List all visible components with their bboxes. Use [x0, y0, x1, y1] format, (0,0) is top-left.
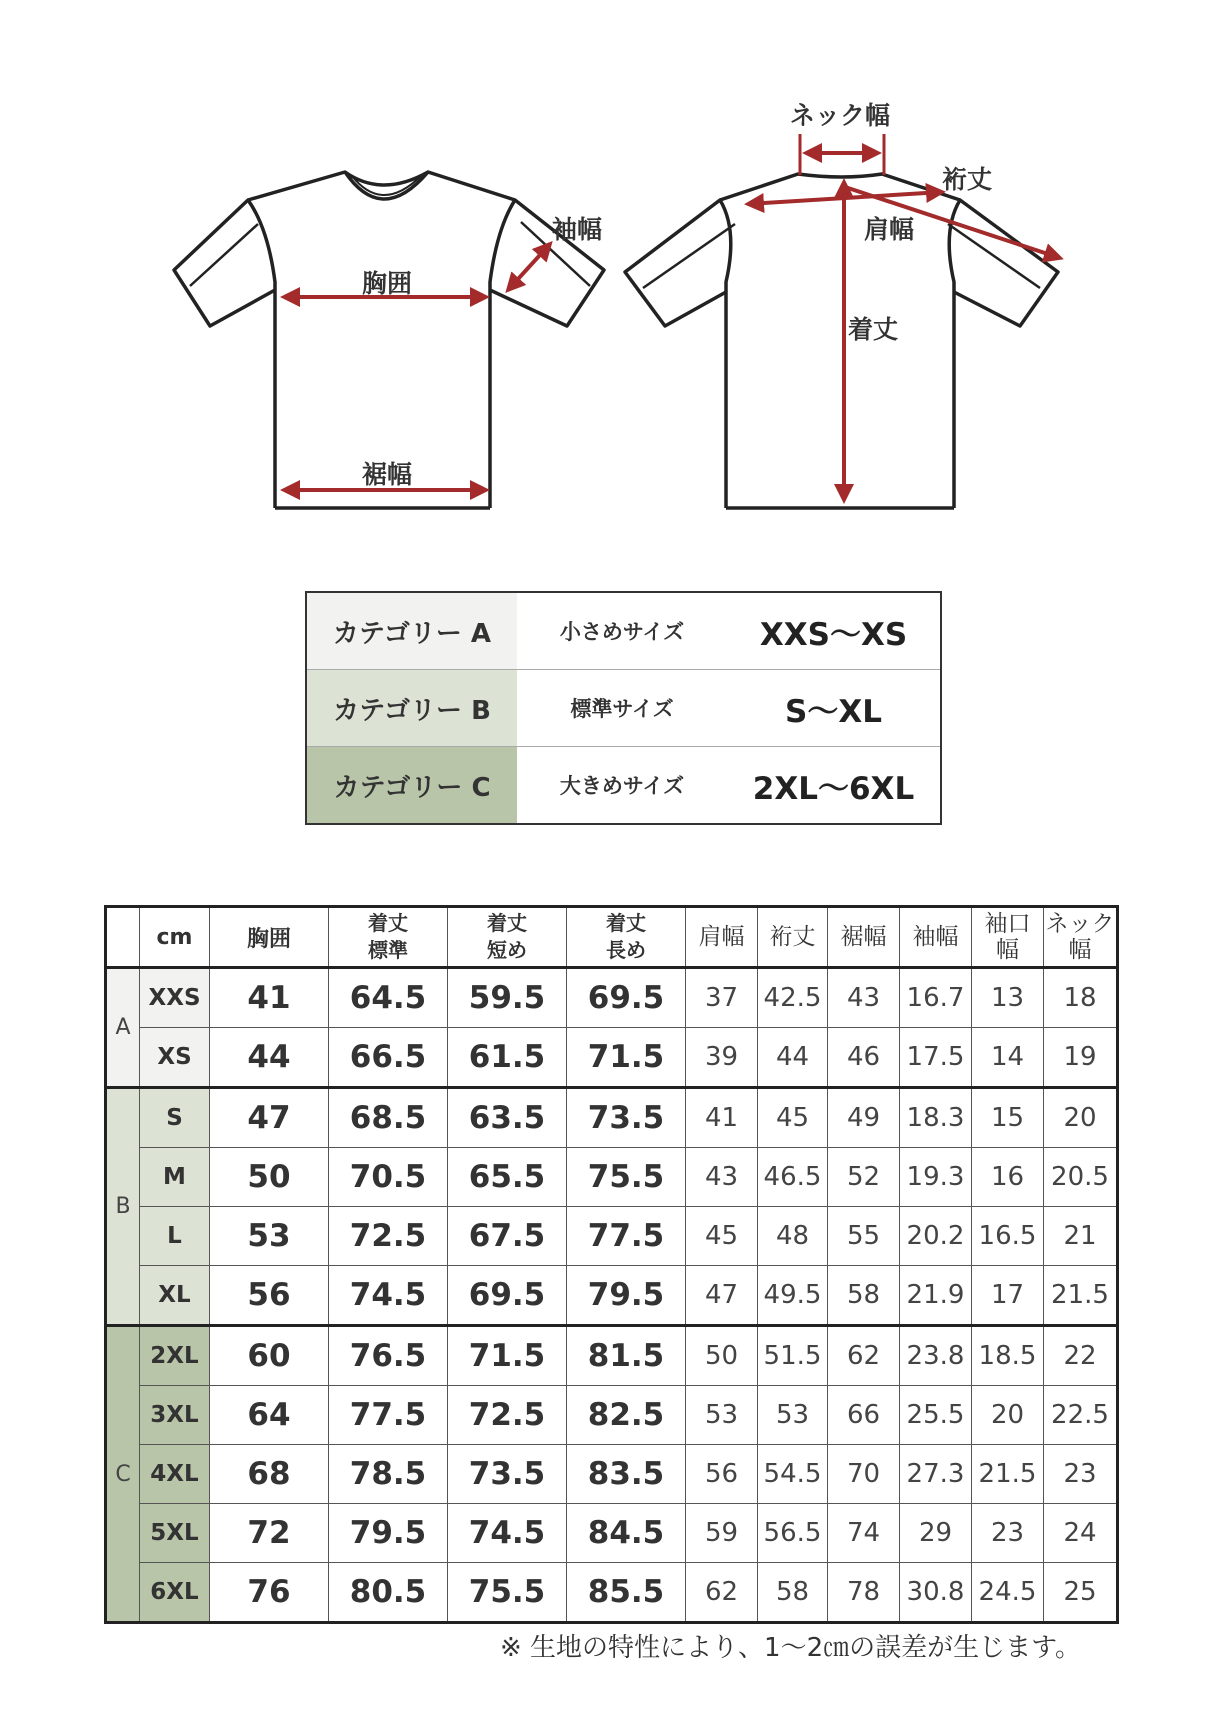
table-cell: 41	[210, 968, 329, 1028]
table-cell: 30.8	[900, 1563, 972, 1623]
table-cell: 64.5	[329, 968, 448, 1028]
size-label: L	[140, 1207, 210, 1266]
label-yuki: 裄丈	[942, 165, 993, 194]
table-cell: 20	[972, 1386, 1044, 1445]
category-desc: 小さめサイズ	[517, 592, 727, 670]
category-table	[305, 591, 942, 825]
table-cell: 44	[210, 1028, 329, 1088]
category-row-a	[306, 592, 941, 670]
table-cell: 77.5	[567, 1207, 686, 1266]
header-line: 袖口	[984, 911, 1031, 937]
table-row	[106, 1326, 1118, 1386]
footnote: ※ 生地の特性により、1〜2㎝の誤差が生じます。	[500, 1633, 1082, 1663]
table-cell: 73.5	[448, 1445, 567, 1504]
table-cell: 67.5	[448, 1207, 567, 1266]
header-hem: 裾幅	[828, 907, 900, 968]
size-table-body	[106, 968, 1118, 1623]
header-line: ネック	[1045, 911, 1115, 937]
header-line: 着丈	[487, 911, 527, 935]
size-label: 4XL	[140, 1445, 210, 1504]
table-cell: 48	[758, 1207, 828, 1266]
table-cell: 78.5	[329, 1445, 448, 1504]
table-cell: 21	[1044, 1207, 1118, 1266]
category-name: カテゴリー A	[306, 592, 517, 670]
table-cell: 83.5	[567, 1445, 686, 1504]
header-line: 標準	[368, 938, 408, 962]
table-cell: 74	[828, 1504, 900, 1563]
category-name: カテゴリー B	[306, 670, 517, 747]
header-line: 着丈	[606, 911, 646, 935]
table-cell: 49.5	[758, 1266, 828, 1326]
table-cell: 46	[828, 1028, 900, 1088]
table-row	[106, 1504, 1118, 1563]
table-cell: 66.5	[329, 1028, 448, 1088]
table-cell: 16.5	[972, 1207, 1044, 1266]
table-cell: 66	[828, 1386, 900, 1445]
category-row-c	[306, 747, 941, 825]
table-row	[106, 1028, 1118, 1088]
table-cell: 60	[210, 1326, 329, 1386]
table-cell: 56.5	[758, 1504, 828, 1563]
table-cell: 45	[758, 1088, 828, 1148]
table-cell: 52	[828, 1148, 900, 1207]
table-cell: 75.5	[567, 1148, 686, 1207]
table-cell: 68	[210, 1445, 329, 1504]
header-line: 幅	[996, 937, 1019, 963]
table-cell: 22.5	[1044, 1386, 1118, 1445]
table-cell: 81.5	[567, 1326, 686, 1386]
table-row	[106, 1386, 1118, 1445]
table-cell: 18.3	[900, 1088, 972, 1148]
label-hem: 裾幅	[362, 460, 413, 489]
table-cell: 79.5	[567, 1266, 686, 1326]
header-chest: 胸囲	[210, 907, 329, 968]
header-line: 長め	[606, 938, 646, 962]
size-label: 2XL	[140, 1326, 210, 1386]
table-cell: 21.5	[972, 1445, 1044, 1504]
group-label: B	[106, 1088, 140, 1326]
table-cell: 62	[686, 1563, 758, 1623]
table-cell: 64	[210, 1386, 329, 1445]
table-cell: 82.5	[567, 1386, 686, 1445]
table-cell: 51.5	[758, 1326, 828, 1386]
table-cell: 50	[686, 1326, 758, 1386]
table-cell: 25	[1044, 1563, 1118, 1623]
group-label: A	[106, 968, 140, 1088]
table-cell: 25.5	[900, 1386, 972, 1445]
category-range: 2XL〜6XL	[752, 770, 915, 807]
size-label: 3XL	[140, 1386, 210, 1445]
table-cell: 43	[686, 1148, 758, 1207]
header-sleeve: 袖幅	[900, 907, 972, 968]
table-cell: 16	[972, 1148, 1044, 1207]
table-cell: 53	[210, 1207, 329, 1266]
table-cell: 46.5	[758, 1148, 828, 1207]
header-line: 短め	[487, 938, 527, 962]
table-cell: 49	[828, 1088, 900, 1148]
table-cell: 74.5	[329, 1266, 448, 1326]
table-cell: 16.7	[900, 968, 972, 1028]
table-cell: 21.5	[1044, 1266, 1118, 1326]
back-shirt	[625, 174, 1058, 508]
table-cell: 68.5	[329, 1088, 448, 1148]
table-cell: 22	[1044, 1326, 1118, 1386]
label-sleeve-width: 袖幅	[552, 215, 603, 244]
header-line: 着丈	[368, 911, 408, 935]
table-row	[106, 1148, 1118, 1207]
category-name: カテゴリー C	[306, 747, 517, 825]
table-cell: 15	[972, 1088, 1044, 1148]
table-cell: 54.5	[758, 1445, 828, 1504]
table-cell: 79.5	[329, 1504, 448, 1563]
table-cell: 85.5	[567, 1563, 686, 1623]
table-cell: 73.5	[567, 1088, 686, 1148]
table-cell: 44	[758, 1028, 828, 1088]
size-label: S	[140, 1088, 210, 1148]
table-cell: 69.5	[448, 1266, 567, 1326]
table-cell: 23.8	[900, 1326, 972, 1386]
table-cell: 70	[828, 1445, 900, 1504]
table-cell: 71.5	[567, 1028, 686, 1088]
table-cell: 19	[1044, 1028, 1118, 1088]
label-shoulder: 肩幅	[864, 215, 915, 244]
size-label: XS	[140, 1028, 210, 1088]
table-row	[106, 1207, 1118, 1266]
table-cell: 20.5	[1044, 1148, 1118, 1207]
table-cell: 61.5	[448, 1028, 567, 1088]
table-cell: 29	[900, 1504, 972, 1563]
measurement-diagram	[0, 0, 1224, 540]
size-label: M	[140, 1148, 210, 1207]
category-desc: 標準サイズ	[517, 670, 727, 747]
size-label: XXS	[140, 968, 210, 1028]
table-cell: 53	[686, 1386, 758, 1445]
size-label: 5XL	[140, 1504, 210, 1563]
table-cell: 65.5	[448, 1148, 567, 1207]
table-cell: 75.5	[448, 1563, 567, 1623]
table-cell: 23	[1044, 1445, 1118, 1504]
table-row	[106, 1266, 1118, 1326]
table-cell: 20	[1044, 1088, 1118, 1148]
table-cell: 47	[210, 1088, 329, 1148]
table-cell: 37	[686, 968, 758, 1028]
table-cell: 55	[828, 1207, 900, 1266]
size-label: XL	[140, 1266, 210, 1326]
header-empty	[106, 907, 140, 968]
table-cell: 58	[828, 1266, 900, 1326]
table-cell: 69.5	[567, 968, 686, 1028]
table-row	[106, 1445, 1118, 1504]
table-cell: 23	[972, 1504, 1044, 1563]
group-label: C	[106, 1326, 140, 1623]
table-cell: 72.5	[448, 1386, 567, 1445]
category-desc: 大きめサイズ	[559, 774, 685, 798]
header-shoulder: 肩幅	[686, 907, 758, 968]
table-cell: 59	[686, 1504, 758, 1563]
size-label: 6XL	[140, 1563, 210, 1623]
header-neck	[1044, 907, 1118, 968]
table-cell: 17	[972, 1266, 1044, 1326]
tshirt-illustration	[0, 0, 1224, 540]
table-row	[106, 1088, 1118, 1148]
table-cell: 39	[686, 1028, 758, 1088]
table-cell: 53	[758, 1386, 828, 1445]
table-cell: 50	[210, 1148, 329, 1207]
table-cell: 18	[1044, 968, 1118, 1028]
table-cell: 42.5	[758, 968, 828, 1028]
category-range: XXS〜XS	[727, 592, 941, 670]
table-cell: 59.5	[448, 968, 567, 1028]
header-unit: cm	[140, 907, 210, 968]
table-cell: 76	[210, 1563, 329, 1623]
table-cell: 56	[210, 1266, 329, 1326]
label-neck-width: ネック幅	[790, 101, 891, 130]
table-cell: 21.9	[900, 1266, 972, 1326]
table-cell: 70.5	[329, 1148, 448, 1207]
table-cell: 74.5	[448, 1504, 567, 1563]
label-length: 着丈	[848, 315, 899, 344]
table-cell: 78	[828, 1563, 900, 1623]
table-row	[106, 1563, 1118, 1623]
table-cell: 18.5	[972, 1326, 1044, 1386]
table-cell: 41	[686, 1088, 758, 1148]
table-cell: 14	[972, 1028, 1044, 1088]
table-cell: 45	[686, 1207, 758, 1266]
table-cell: 63.5	[448, 1088, 567, 1148]
table-cell: 24	[1044, 1504, 1118, 1563]
table-cell: 77.5	[329, 1386, 448, 1445]
header-cuff	[972, 907, 1044, 968]
table-cell: 72.5	[329, 1207, 448, 1266]
header-line: 幅	[1068, 937, 1092, 963]
size-table	[104, 905, 1119, 1624]
table-cell: 13	[972, 968, 1044, 1028]
header-length-standard	[329, 907, 448, 968]
header-yuki: 裄丈	[758, 907, 828, 968]
table-cell: 27.3	[900, 1445, 972, 1504]
table-cell: 71.5	[448, 1326, 567, 1386]
table-cell: 62	[828, 1326, 900, 1386]
table-cell: 47	[686, 1266, 758, 1326]
table-cell: 76.5	[329, 1326, 448, 1386]
table-cell: 20.2	[900, 1207, 972, 1266]
table-cell: 43	[828, 968, 900, 1028]
table-cell: 84.5	[567, 1504, 686, 1563]
table-row	[106, 968, 1118, 1028]
header-row	[106, 907, 1118, 968]
table-cell: 80.5	[329, 1563, 448, 1623]
table-cell: 19.3	[900, 1148, 972, 1207]
label-chest: 胸囲	[362, 269, 413, 298]
header-length-long	[567, 907, 686, 968]
table-cell: 72	[210, 1504, 329, 1563]
header-length-short	[448, 907, 567, 968]
category-range: S〜XL	[727, 670, 941, 747]
table-cell: 24.5	[972, 1563, 1044, 1623]
table-cell: 58	[758, 1563, 828, 1623]
table-cell: 17.5	[900, 1028, 972, 1088]
category-row-b	[306, 670, 941, 747]
table-cell: 56	[686, 1445, 758, 1504]
